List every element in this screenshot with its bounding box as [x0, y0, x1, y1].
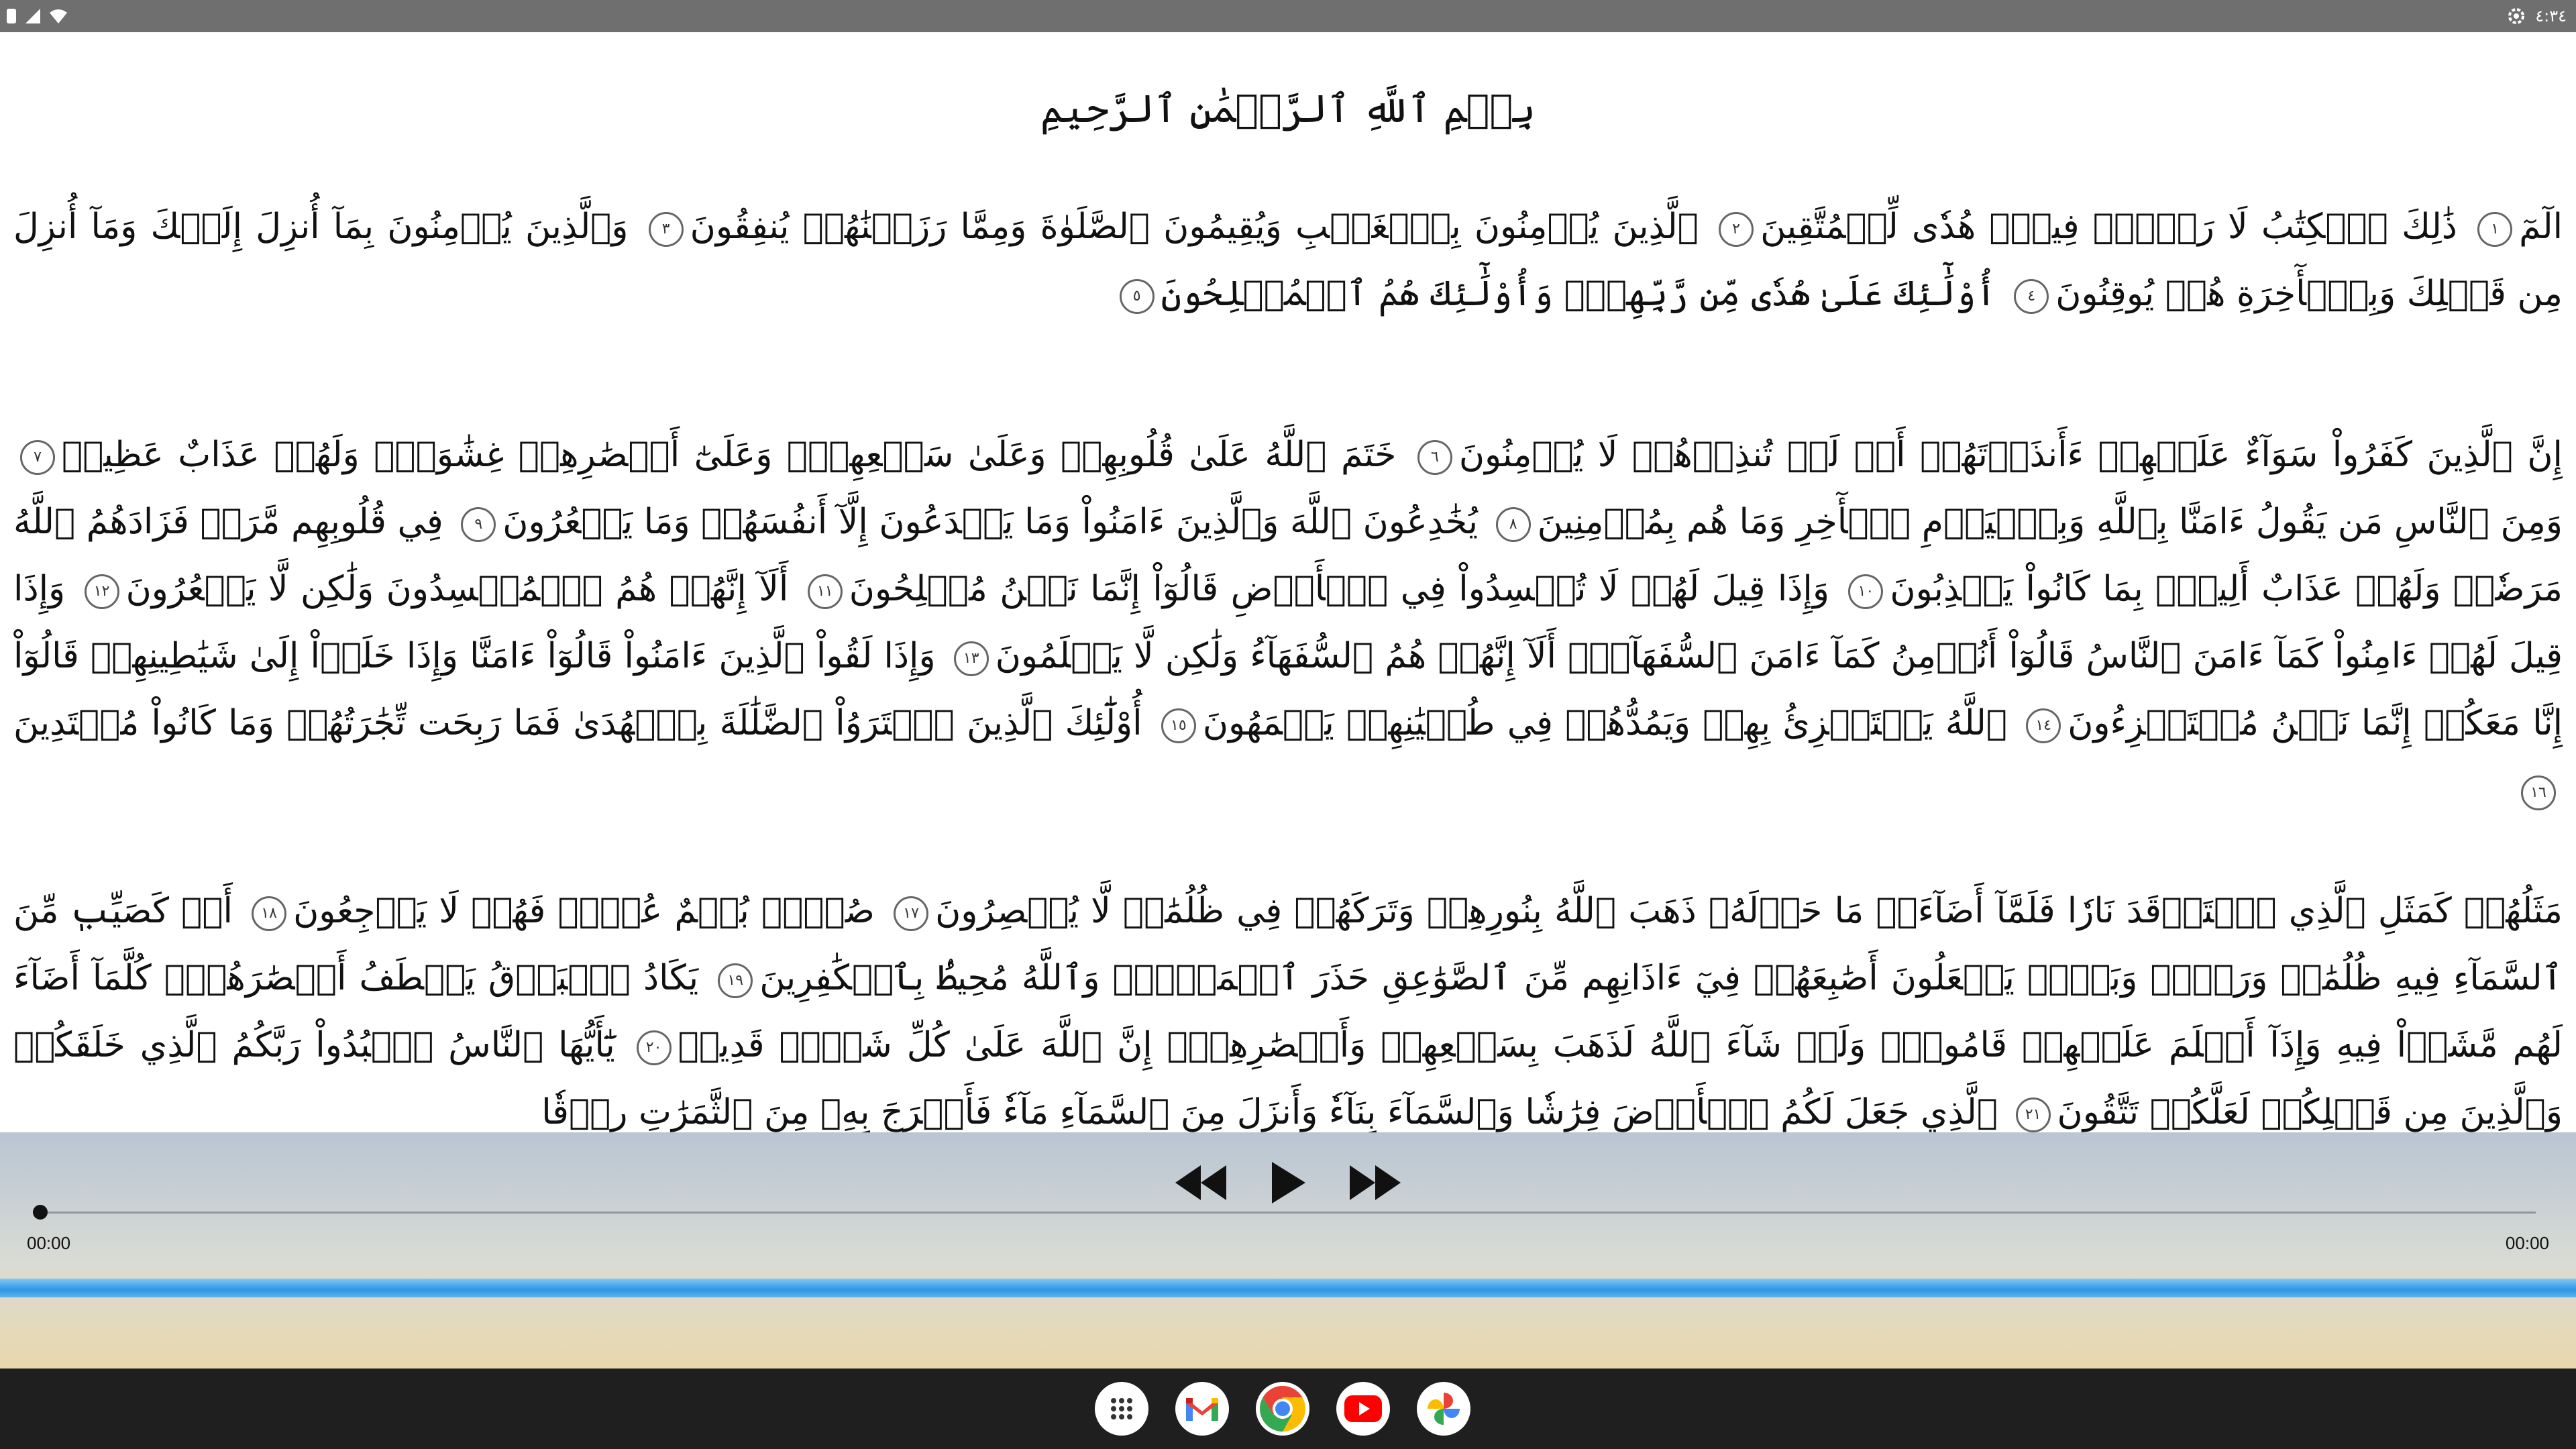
verse-text[interactable]: وَمِنَ ٱلنَّاسِ مَن يَقُولُ ءَامَنَّا بِٱللَّهِ وَبِٱلۡيَوۡمِ ٱلۡأٓخِرِ وَمَا هُم بِمُؤۡمِنِينَ — [1537, 502, 2563, 542]
verse-number: ٤ — [2014, 279, 2049, 314]
player-bottom-bar — [0, 1279, 2576, 1297]
verse-text[interactable]: ٱللَّهُ يَسۡتَهۡزِئُ بِهِمۡ وَيَمُدُّهُمۡ فِي طُغۡيَٰنِهِمۡ يَعۡمَهُونَ — [1202, 703, 2007, 743]
google-photos-app-button[interactable] — [1417, 1382, 1470, 1436]
basmala: بِسۡمِ ٱللَّهِ ٱلرَّحۡمَٰنِ ٱلرَّحِيمِ — [1040, 86, 1536, 131]
verse-number: ١٤ — [2026, 708, 2061, 743]
verse-number: ١٠ — [1848, 574, 1883, 609]
verse-text[interactable]: وَإِذَا قِيلَ لَهُمۡ ءَامِنُواْ كَمَآ ءَامَنَ ٱلنَّاسُ قَالُوٓاْ أَنُؤۡمِنُ كَمَآ ءَامَنَ ٱلسُّفَهَآءُۗ أَلَآ إِنَّهُمۡ هُمُ ٱلسُّفَهَآءُ وَلَٰكِن لَّا يَعۡلَمُونَ — [13, 569, 2563, 676]
verse-text[interactable]: وَإِذَا لَقُواْ ٱلَّذِينَ ءَامَنُواْ قَالُوٓاْ ءَامَنَّا وَإِذَا خَلَوۡاْ إِلَىٰ شَيَٰطِينِهِمۡ قَالُوٓاْ إِنَّا مَعَكُمۡ إِنَّمَا نَحۡنُ مُسۡتَهۡزِءُونَ — [13, 636, 2563, 743]
verse-number: ١ — [2477, 212, 2512, 247]
launcher-grid-icon — [1108, 1395, 1135, 1422]
taskbar — [0, 1368, 2576, 1449]
verse-text[interactable]: يَٰٓأَيُّهَا ٱلنَّاسُ ٱعۡبُدُواْ رَبَّكُمُ ٱلَّذِي خَلَقَكُمۡ وَٱلَّذِينَ مِن قَبۡلِكُمۡ لَعَلَّكُمۡ تَتَّقُونَ — [13, 1025, 2563, 1132]
total-duration: 00:00 — [2505, 1233, 2549, 1253]
verse-number: ٩ — [461, 507, 496, 542]
verse-number: ١٦ — [2521, 775, 2556, 810]
passage-3 — [13, 877, 2563, 1132]
audio-player — [0, 1132, 2576, 1368]
verse-number: ١٥ — [1161, 708, 1196, 743]
verse-text[interactable]: الٓمٓ — [2519, 207, 2563, 247]
verse-text[interactable]: يَكَادُ ٱلۡبَرۡقُ يَخۡطَفُ أَبۡصَٰرَهُمۡۖ كُلَّمَآ أَضَآءَ لَهُم مَّشَوۡاْ فِيهِ وَإِذَآ أَظۡلَمَ عَلَيۡهِمۡ قَامُواْۚ وَلَوۡ شَآءَ ٱللَّهُ لَذَهَبَ بِسَمۡعِهِمۡ وَأَبۡصَٰرِهِمۡۚ إِنَّ ٱللَّهَ عَلَىٰ كُلِّ شَيۡءٖ قَدِيرٞ — [13, 958, 2563, 1065]
gmail-icon — [1185, 1395, 1220, 1422]
wifi-icon — [48, 7, 68, 25]
verse-text[interactable]: ٱلَّذِي جَعَلَ لَكُمُ ٱلۡأَرۡضَ فِرَٰشٗا وَٱلسَّمَآءَ بِنَآءٗ وَأَنزَلَ مِنَ ٱلسَّمَآءِ مَآءٗ فَأَخۡرَجَ بِهِۦ مِنَ ٱلثَّمَرَٰتِ رِزۡقٗا — [541, 1092, 1998, 1132]
verse-number: ٣ — [649, 212, 684, 247]
quran-reader[interactable] — [0, 32, 2576, 1132]
verse-text[interactable]: وَإِذَا قِيلَ لَهُمۡ لَا تُفۡسِدُواْ فِي ٱلۡأَرۡضِ قَالُوٓاْ إِنَّمَا نَحۡنُ مُصۡلِحُونَ — [849, 569, 1829, 609]
verse-number: ٨ — [1496, 507, 1531, 542]
gmail-app-button[interactable] — [1175, 1382, 1229, 1436]
verse-text[interactable]: ذَٰلِكَ ٱلۡكِتَٰبُ لَا رَيۡبَۛ فِيهِۛ هُدٗى لِّلۡمُتَّقِينَ — [1760, 207, 2457, 247]
notification-icon — [5, 7, 17, 25]
verse-number: ١٩ — [718, 963, 753, 998]
player-controls — [1167, 1149, 1409, 1216]
status-icons-left — [5, 4, 68, 28]
youtube-icon — [1343, 1394, 1383, 1424]
google-photos-icon — [1425, 1390, 1462, 1428]
seek-thumb[interactable] — [33, 1205, 48, 1220]
verse-number: ٢٠ — [637, 1030, 672, 1065]
rewind-button[interactable] — [1167, 1149, 1234, 1216]
play-icon — [1268, 1161, 1308, 1205]
elapsed-time: 00:00 — [27, 1233, 71, 1253]
verse-text[interactable]: أَوۡ كَصَيِّبٖ مِّنَ ٱلسَّمَآءِ فِيهِ ظُلُمَٰتٞ وَرَعۡدٞ وَبَرۡقٞ يَجۡعَلُونَ أَصَٰبِعَهُمۡ فِيٓ ءَاذَانِهِم مِّنَ ٱلصَّوَٰعِقِ حَذَرَ ٱلۡمَوۡتِۚ وَٱللَّهُ مُحِيطُۢ بِٱلۡكَٰفِرِينَ — [13, 891, 2563, 998]
verse-number: ١١ — [808, 574, 843, 609]
verse-number: ١٨ — [252, 896, 286, 931]
verse-text[interactable]: أَلَآ إِنَّهُمۡ هُمُ ٱلۡمُفۡسِدُونَ وَلَٰكِن لَّا يَشۡعُرُونَ — [125, 569, 789, 609]
app-dock — [1095, 1382, 1481, 1436]
settings-gear-icon — [2507, 7, 2526, 25]
seek-bar[interactable] — [40, 1212, 2536, 1214]
verse-text[interactable]: خَتَمَ ٱللَّهُ عَلَىٰ قُلُوبِهِمۡ وَعَلَىٰ سَمۡعِهِمۡۖ وَعَلَىٰٓ أَبۡصَٰرِهِمۡ غِشَٰوَةٞۖ وَلَهُمۡ عَذَابٌ عَظِيمٞ — [62, 435, 1397, 475]
verse-number: ٥ — [1120, 279, 1155, 314]
fast-forward-icon — [1347, 1163, 1403, 1203]
verse-text[interactable]: مَثَلُهُمۡ كَمَثَلِ ٱلَّذِي ٱسۡتَوۡقَدَ نَارٗا فَلَمَّآ أَضَآءَتۡ مَا حَوۡلَهُۥ ذَهَبَ ٱللَّهُ بِنُورِهِمۡ وَتَرَكَهُمۡ فِي ظُلُمَٰتٖ لَّا يُبۡصِرُونَ — [935, 891, 2563, 931]
verse-number: ٦ — [1417, 440, 1452, 475]
verse-number: ١٣ — [954, 641, 989, 676]
play-button[interactable] — [1254, 1149, 1322, 1216]
passage-1 — [13, 193, 2563, 327]
verse-text[interactable]: أُوْلَٰٓئِكَ ٱلَّذِينَ ٱشۡتَرَوُاْ ٱلضَّلَٰلَةَ بِٱلۡهُدَىٰ فَمَا رَبِحَت تِّجَٰرَتُهُمۡ وَمَا كَانُواْ مُهۡتَدِينَ — [13, 703, 1142, 743]
verse-text[interactable]: وَٱلَّذِينَ يُؤۡمِنُونَ بِمَآ أُنزِلَ إِلَيۡكَ وَمَآ أُنزِلَ مِن قَبۡلِكَ وَبِٱلۡأٓخِرَةِ هُمۡ يُوقِنُونَ — [13, 207, 2563, 314]
verse-number: ٢ — [1719, 212, 1754, 247]
fast-forward-button[interactable] — [1342, 1149, 1409, 1216]
chrome-app-button[interactable] — [1256, 1382, 1309, 1436]
verse-number: ١٢ — [85, 574, 119, 609]
verse-number: ٢١ — [2016, 1097, 2051, 1132]
app-launcher-button[interactable] — [1095, 1382, 1148, 1436]
verse-number: ١٧ — [894, 896, 928, 931]
status-bar — [0, 0, 2576, 32]
verse-text[interactable]: فِي قُلُوبِهِم مَّرَضٞ فَزَادَهُمُ ٱللَّهُ مَرَضٗاۖ وَلَهُمۡ عَذَابٌ أَلِيمُۢ بِمَا كَانُواْ يَكۡذِبُونَ — [13, 502, 2563, 609]
status-icons-right — [2507, 4, 2567, 28]
passage-2 — [13, 421, 2563, 824]
verse-number: ٧ — [20, 440, 55, 475]
chrome-icon — [1258, 1385, 1307, 1433]
youtube-app-button[interactable] — [1336, 1382, 1390, 1436]
signal-icon — [24, 7, 42, 25]
verse-text[interactable]: ٱلَّذِينَ يُؤۡمِنُونَ بِٱلۡغَيۡبِ وَيُقِيمُونَ ٱلصَّلَوٰةَ وَمِمَّا رَزَقۡنَٰهُمۡ يُنفِقُونَ — [690, 207, 1699, 247]
verse-text[interactable]: صُمُّۢ بُكۡمٌ عُمۡيٞ فَهُمۡ لَا يَرۡجِعُونَ — [293, 891, 875, 931]
verse-text[interactable]: أُوْلَٰٓئِكَ عَلَىٰ هُدٗى مِّن رَّبِّهِمۡۖ وَأُوْلَٰٓئِكَ هُمُ ٱلۡمُفۡلِحُونَ — [1161, 274, 1996, 314]
rewind-icon — [1173, 1163, 1229, 1203]
verse-text[interactable]: يُخَٰدِعُونَ ٱللَّهَ وَٱلَّذِينَ ءَامَنُواْ وَمَا يَخۡدَعُونَ إِلَّآ أَنفُسَهُمۡ وَمَا يَشۡعُرُونَ — [502, 502, 1479, 542]
verse-text[interactable]: إِنَّ ٱلَّذِينَ كَفَرُواْ سَوَآءٌ عَلَيۡهِمۡ ءَأَنذَرۡتَهُمۡ أَمۡ لَمۡ تُنذِرۡهُمۡ لَا يُؤۡمِنُونَ — [1458, 435, 2563, 475]
status-time: ٤:٣٤ — [2535, 7, 2567, 25]
